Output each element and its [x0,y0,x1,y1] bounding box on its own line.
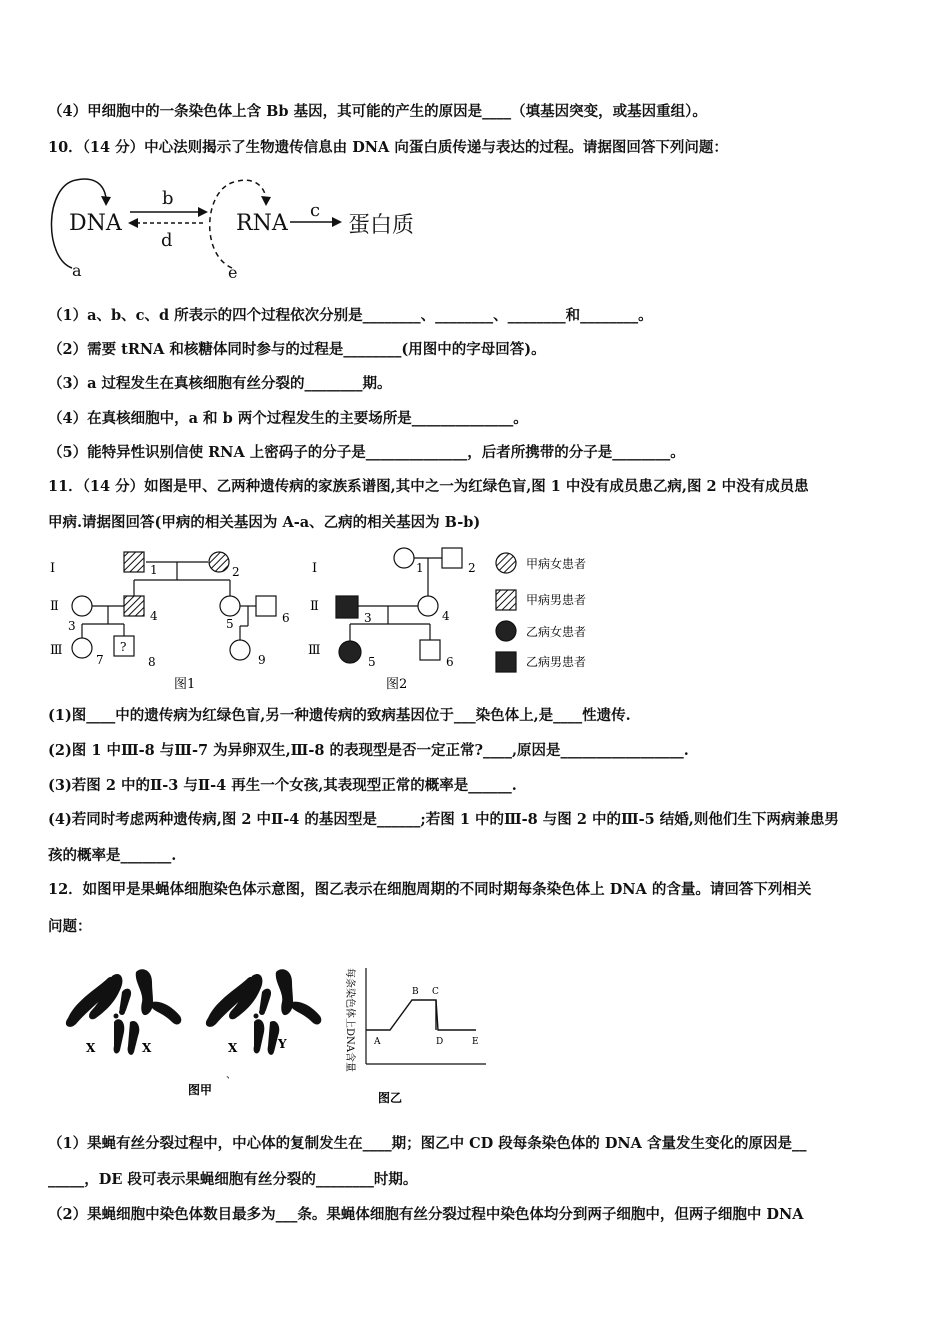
fig2-iii5-female-affected [339,641,361,663]
chromosome-figure [56,960,506,1110]
central-dogma-figure [44,172,444,284]
fig1-ii6-male [256,596,276,616]
cell-jia-1-x-label-2: X [142,1041,152,1055]
label-a: a [72,261,82,280]
graph-yi-point-b: B [412,987,419,997]
gen-label-1: Ⅰ [50,561,56,576]
fig1-ii5-female [220,596,240,616]
q10-part1: （1）a、b、c、d 所表示的四个过程依次分别是________、________、________和________。 [48,307,653,324]
fig2-num-3: 3 [364,611,372,625]
cell-jia-caption: 图甲 [188,1083,213,1097]
fig1-caption: 图1 [174,677,196,692]
q12-part1-line1: （1）果蝇有丝分裂过程中，中心体的复制发生在____期；图乙中 CD 段每条染色体的 DNA 含量发生变化的原因是__ [48,1135,807,1152]
legend-label-yi-female: 乙病女患者 [526,625,587,639]
q11-part4-line2: 孩的概率是_______. [48,847,177,864]
cell-jia-2-x-label: X [228,1041,238,1055]
legend-icon-yi-male [496,652,516,672]
legend-label-yi-male: 乙病男患者 [526,655,587,669]
legend-icon-jia-female [496,553,516,573]
q10-part5: （5）能特异性识别信使 RNA 上密码子的分子是______________，后者所携带的分子是________。 [48,444,685,461]
q11-part1: (1)图____中的遗传病为红绿色盲,另一种遗传病的致病基因位于___染色体上,是____性遗传. [48,707,631,724]
q12-stem-1: 12．如图甲是果蝇体细胞染色体示意图，图乙表示在细胞周期的不同时期每条染色体上 DNA 的含量。请回答下列相关 [48,881,812,898]
fig2-caption: 图2 [386,677,408,692]
fig2-num-1: 1 [416,561,424,575]
gen-label-3: Ⅲ [50,643,63,658]
fig1-num-5: 5 [226,617,234,631]
dna-label: DNA [69,211,122,236]
fig2-gen-label-2: Ⅱ [310,599,319,614]
q9-part4: （4）甲细胞中的一条染色体上含 Bb 基因，其可能的产生的原因是____（填基因突变，或基因重组）。 [48,103,707,120]
label-c: c [310,200,321,221]
fig1-num-7: 7 [96,653,104,667]
legend-icon-jia-male [496,590,516,610]
fig2-gen-label-3: Ⅲ [308,643,321,658]
fig1-ii4-male-affected [124,596,144,616]
fig1-ii3-female [72,596,92,616]
fig2-num-2: 2 [468,561,476,575]
fig2-num-4: 4 [442,609,450,623]
label-b: b [162,188,174,209]
gen-label-2: Ⅱ [50,599,59,614]
fig2-ii3-male-affected [336,596,358,618]
q11-part3: (3)若图 2 中的Ⅱ-3 与Ⅱ-4 再生一个女孩,其表现型正常的概率是______. [48,777,517,794]
label-d: d [161,230,173,251]
protein-label: 蛋白质 [348,213,415,238]
rna-label: RNA [236,211,288,236]
q10-part3: （3）a 过程发生在真核细胞有丝分裂的________期。 [48,375,392,392]
pedigree-figure [44,544,608,696]
fig1-num-8: 8 [148,655,156,669]
fig1-num-1: 1 [150,563,158,577]
fig1-num-4: 4 [150,609,158,623]
fig1-i1-male-affected [124,552,144,572]
fig2-ii4-female [418,596,438,616]
graph-yi-ylabel: 每条染色体上DNA含量 [344,968,355,1072]
fig2-gen-label-1: Ⅰ [312,561,318,576]
cell-jia-2-y-label: Y [278,1037,287,1051]
q12-stem-2: 问题： [48,918,92,935]
cell-jia-1-x-label: X [86,1041,96,1055]
graph-yi-caption: 图乙 [378,1091,403,1105]
graph-yi-point-c: C [432,987,439,997]
fig1-iii9-female [230,640,250,660]
label-e: e [228,263,238,282]
fig2-i2-male [442,548,462,568]
legend-icon-yi-female [496,621,516,641]
fig1-iii7-female [72,638,92,658]
q10-stem: 10．（14 分）中心法则揭示了生物遗传信息由 DNA 向蛋白质传递与表达的过程。请据图回答下列问题： [48,139,728,156]
q11-stem-1: 11．（14 分）如图是甲、乙两种遗传病的家族系谱图,其中之一为红绿色盲,图 1 中没有成员患乙病,图 2 中没有成员患 [48,478,809,495]
figure-dot-mark: 、 [226,1070,236,1081]
q10-part4: （4）在真核细胞中，a 和 b 两个过程发生的主要场所是______________。 [48,410,528,427]
q11-part2: (2)图 1 中Ⅲ-8 与Ⅲ-7 为异卵双生,Ⅲ-8 的表现型是否一定正常?____,原因是_________________. [48,742,689,759]
fig2-num-6: 6 [446,655,454,669]
fig1-num-9: 9 [258,653,266,667]
graph-yi-point-d: D [436,1037,444,1047]
q12-part2: （2）果蝇细胞中染色体数目最多为___条。果蝇体细胞有丝分裂过程中染色体均分到两子细胞中，但两子细胞中 DNA [48,1206,804,1223]
fig2-i1-female [394,548,414,568]
q11-stem-2: 甲病.请据图回答(甲病的相关基因为 A-a、乙病的相关基因为 B-b) [48,514,481,531]
graph-yi-point-e: E [472,1037,479,1047]
legend-label-jia-male: 甲病男患者 [526,593,587,607]
q10-part2: （2）需要 tRNA 和核糖体同时参与的过程是________(用图中的字母回答)。 [48,341,546,358]
graph-yi-point-a: A [374,1037,381,1047]
fig1-unknown-mark: ? [120,640,127,654]
q12-part1-line2: _____，DE 段可表示果蝇细胞有丝分裂的________时期。 [48,1171,418,1188]
fig1-num-2: 2 [232,565,240,579]
fig1-num-3: 3 [68,619,76,633]
legend-label-jia-female: 甲病女患者 [526,557,587,571]
fig1-i2-female-affected [209,552,229,572]
cell-jia-1 [66,969,181,1055]
fig2-num-5: 5 [368,655,376,669]
fig2-iii6-male [420,640,440,660]
cell-jia-2 [206,969,321,1055]
graph-yi [344,968,486,1072]
q11-part4-line1: (4)若同时考虑两种遗传病,图 2 中Ⅱ-4 的基因型是______;若图 1 中的Ⅲ-8 与图 2 中的Ⅲ-5 结婚,则他们生下两病兼患男 [48,811,839,828]
fig1-num-6: 6 [282,611,290,625]
